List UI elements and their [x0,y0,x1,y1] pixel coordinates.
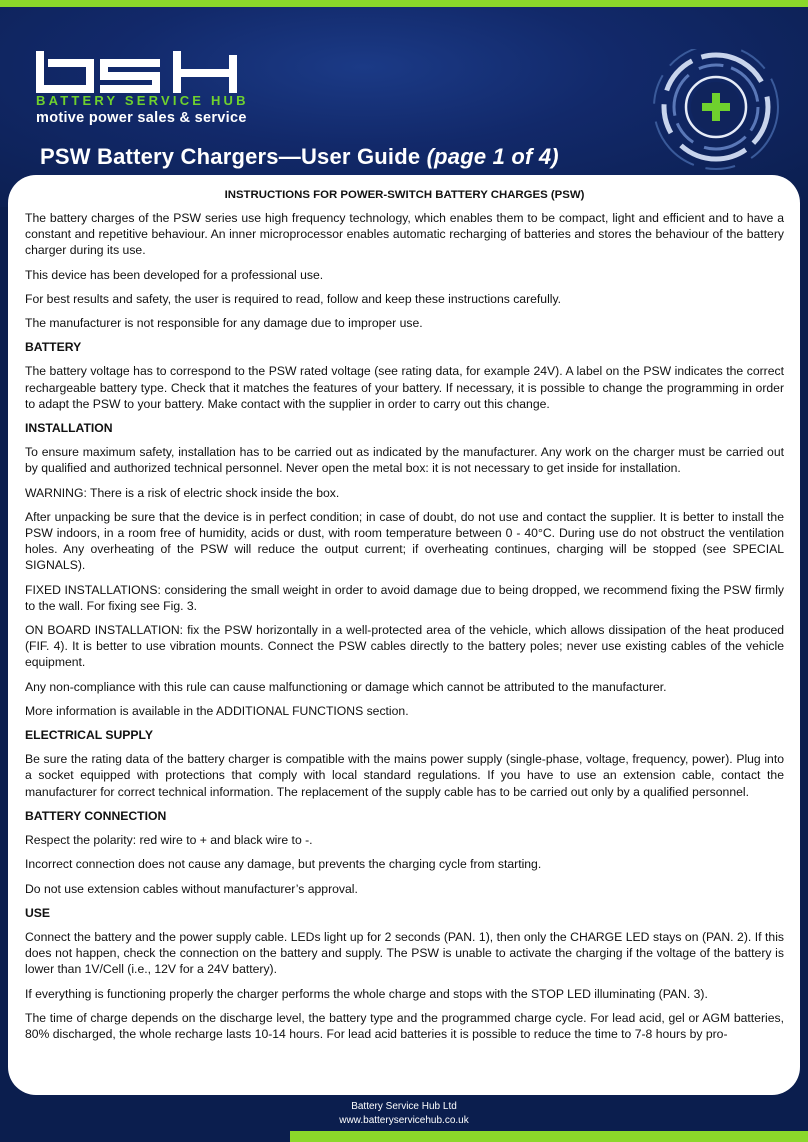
paragraph: Incorrect connection does not cause any damage, but prevents the charging cycle from starting. [25,857,542,872]
subheading-electrical-supply: ELECTRICAL SUPPLY [25,728,153,743]
page-title [40,144,559,170]
paragraph: More information is available in the ADDITIONAL FUNCTIONS section. [25,703,409,718]
paragraph: To ensure maximum safety, installation has to be carried out as indicated by the manufacturer. Any work on the charger must be carried out by qualified and authorized technical personnel. Never open the metal box: it is not necessary to get inside for installation. [25,445,784,476]
logo [34,49,244,95]
paragraph: For best results and safety, the user is required to read, follow and keep these instructions carefully. [25,291,562,306]
paragraph: The time of charge depends on the discharge level, the battery type and the programmed charge cycle. For lead acid, gel or AGM batteries, 80% discharged, the whole recharge lasts 10-14 hours. For lead acid batteries it is possible to reduce the time to 7-8 hours by pro- [25,1010,784,1041]
title-text: PSW Battery Chargers—User Guide [40,144,421,169]
footer [0,1100,808,1128]
paragraph: Do not use extension cables without manufacturer’s approval. [25,881,358,896]
paragraph: ON BOARD INSTALLATION: fix the PSW horizontally in a well-protected area of the vehicle, which allows dissipation of the heat produced (FIF. 4). It is better to use vibration mounts. Connect the PSW cables directly to the battery poles; never use existing cables of the vehicle equipment. [25,623,784,670]
paragraph: The manufacturer is not responsible for any damage due to improper use. [25,316,423,331]
subheading-battery-connection: BATTERY CONNECTION [25,808,167,823]
warning-paragraph: WARNING: There is a risk of electric shock inside the box. [25,485,340,500]
brand-name: BATTERY SERVICE HUB [36,93,249,108]
paragraph: After unpacking be sure that the device is in perfect condition; in case of doubt, do not use and contact the supplier. It is better to install the PSW indoors, in a room free of humidity, acids or dust, with room temperature between 0 - 40°C. During use do not obstruct the ventilation holes. Any overheating of the PSW will reduce the output current; if overheating continues, charging will be stopped (see SPECIAL SIGNALS). [25,509,784,573]
bsh-logo-icon [34,49,244,95]
paragraph: Connect the battery and the power supply cable. LEDs light up for 2 seconds (PAN. 1), then only the CHARGE LED stays on (PAN. 2). If this does not happen, check the connection on the battery and supply. The PSW is unable to activate the charging if the voltage of the battery is lower than 1V/Cell (i.e., 12V for a 24V battery). [25,929,784,977]
paragraph: This device has been developed for a professional use. [25,267,324,282]
subheading-installation: INSTALLATION [25,421,113,436]
footer-accent-bar [290,1131,808,1142]
page-label: (page 1 of 4) [426,144,559,169]
subheading-use: USE [25,905,51,920]
footer-company: Battery Service Hub Ltd [351,1101,457,1112]
document-body [8,175,800,1095]
paragraph: If everything is functioning properly the charger performs the whole charge and stops with the STOP LED illuminating (PAN. 3). [25,986,708,1001]
paragraph: Be sure the rating data of the battery charger is compatible with the mains power supply (single-phase, voltage, frequency, power). Plug into a socket equipped with protections that comply with local standard regulations. If you have to use an extension cable, contact the manufacturer for correct technical information. The replacement of the supply cable has to be carried out only by a qualified personnel. [25,752,784,799]
tagline: motive power sales & service [36,110,247,126]
paragraph: FIXED INSTALLATIONS: considering the small weight in order to avoid damage due to being dropped, we recommend fixing the PSW firmly to the wall. For fixing see Fig. 3. [25,582,784,613]
subheading-battery: BATTERY [25,340,82,355]
paragraph: Respect the polarity: red wire to + and black wire to -. [25,833,313,848]
section-title: INSTRUCTIONS FOR POWER-SWITCH BATTERY CHARGES (PSW) [224,189,585,201]
footer-website[interactable]: www.batteryservicehub.co.uk [339,1115,469,1126]
paragraph: Any non-compliance with this rule can cause malfunctioning or damage which cannot be attributed to the manufacturer. [25,679,667,694]
paragraph: The battery voltage has to correspond to the PSW rated voltage (see rating data, for example 24V). A label on the PSW indicates the correct rechargeable battery type. Check that it matches the features of your battery. If necessary, it is possible to change the programming in order to adapt the PSW to your battery. Make contact with the supplier in order to carry out this change. [25,364,784,411]
paragraph: The battery charges of the PSW series use high frequency technology, which enables them to be compact, light and efficient and to have a constant and repetitive behaviour. An inner microprocessor enables automatic recharging of batteries and stores the behaviour of the battery charger during its use. [25,211,784,258]
top-accent-stripe [0,0,808,7]
